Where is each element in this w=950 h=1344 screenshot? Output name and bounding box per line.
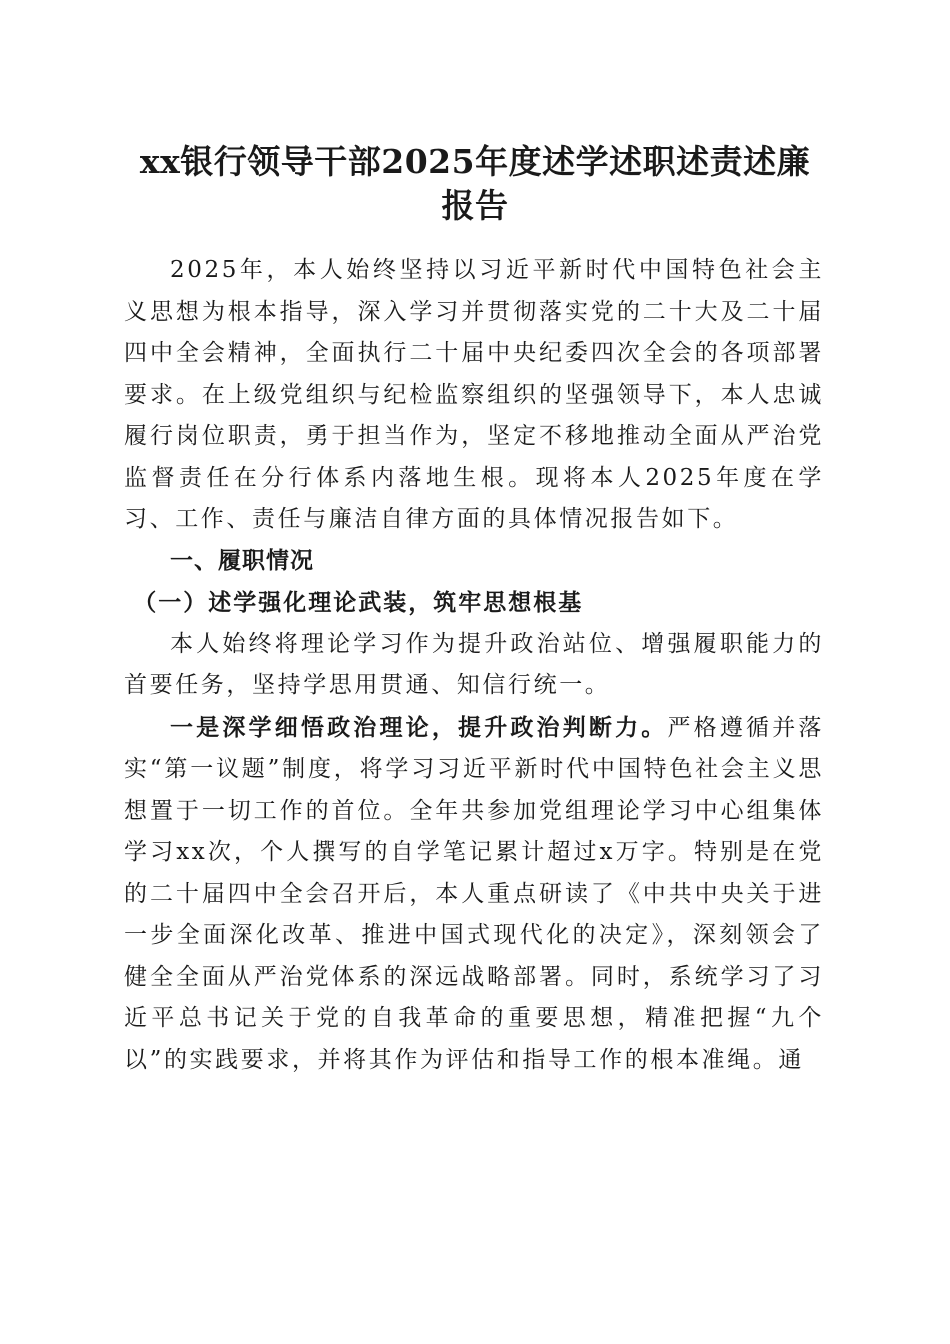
- title-line-2: 报告: [441, 186, 509, 225]
- body-paragraph: [124, 707, 824, 1082]
- title-line-1: xx银行领导干部2025年度述学述职述责述廉: [139, 142, 811, 181]
- subsection-heading: （一）述学强化理论武装，筑牢思想根基: [133, 589, 584, 616]
- paragraph-text: 严格遵循并落实“第一议题”制度，将学习习近平新时代中国特色社会主义思想置于一切工作的首位。全年共参加党组理论学习中心组集体学习xx次，个人撰写的自学笔记累计超过x万字。特别是在党的二十届四中全会召开后，本人重点研读了《中共中央关于进一步全面深化改革、推进中国式现代化的决定》，深刻领会了健全全面从严治党体系的深远战略部署。同时，系统学习了习近平总书记关于党的自我革命的重要思想，精准把握“九个以”的实践要求，并将其作为评估和指导工作的根本准绳。通: [124, 714, 824, 1073]
- document-body: [124, 250, 824, 1081]
- section-heading: 一、履职情况: [170, 547, 314, 574]
- intro-paragraph: 2025年，本人始终坚持以习近平新时代中国特色社会主义思想为根本指导，深入学习并贯彻落实党的二十大及二十届四中全会精神，全面执行二十届中央纪委四次全会的各项部署要求。在上级党组织与纪检监察组织的坚强领导下，本人忠诚履行岗位职责，勇于担当作为，坚定不移地推动全面从严治党监督责任在分行体系内落地生根。现将本人2025年度在学习、工作、责任与廉洁自律方面的具体情况报告如下。: [124, 257, 824, 532]
- paragraph-lead: 一是深学细悟政治理论，提升政治判断力。: [170, 713, 668, 741]
- document-title: [120, 140, 830, 228]
- body-paragraph: 本人始终将理论学习作为提升政治站位、增强履职能力的首要任务，坚持学思用贯通、知信行统一。: [124, 630, 824, 698]
